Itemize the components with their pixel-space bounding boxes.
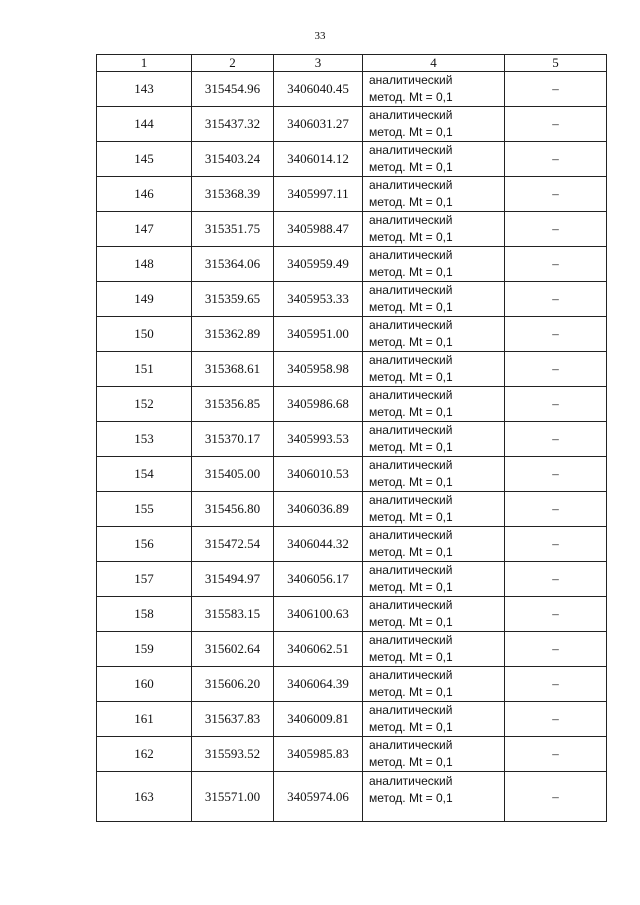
method-accuracy: метод. Mt = 0,1: [369, 230, 453, 244]
table-row: [97, 72, 607, 107]
point-number-cell: 155: [97, 492, 192, 527]
coordinate-y-cell: 3405985.83: [274, 737, 363, 772]
point-number-cell: 154: [97, 457, 192, 492]
coordinate-x-cell: 315571.00: [192, 772, 274, 822]
coordinate-x-cell: 315364.06: [192, 247, 274, 282]
coordinate-x-cell: 315368.61: [192, 352, 274, 387]
method-name: аналитический: [369, 528, 453, 542]
coordinate-x-cell: 315454.96: [192, 72, 274, 107]
point-number-cell: 160: [97, 667, 192, 702]
point-number-cell: 163: [97, 772, 192, 822]
coordinate-x-cell: 315359.65: [192, 282, 274, 317]
method-cell: [363, 247, 505, 282]
table-row: [97, 772, 607, 822]
method-name: аналитический: [369, 178, 453, 192]
table-row: [97, 177, 607, 212]
method-name: аналитический: [369, 213, 453, 227]
column-5-cell: –: [505, 772, 607, 822]
column-5-cell: –: [505, 247, 607, 282]
table-row: [97, 422, 607, 457]
coordinate-y-cell: 3406100.63: [274, 597, 363, 632]
coordinate-y-cell: 3405988.47: [274, 212, 363, 247]
method-name: аналитический: [369, 774, 453, 788]
point-number-cell: 146: [97, 177, 192, 212]
method-cell: [363, 317, 505, 352]
method-name: аналитический: [369, 738, 453, 752]
method-name: аналитический: [369, 563, 453, 577]
method-name: аналитический: [369, 283, 453, 297]
method-cell: [363, 212, 505, 247]
column-5-cell: –: [505, 282, 607, 317]
method-accuracy: метод. Mt = 0,1: [369, 475, 453, 489]
method-cell: [363, 142, 505, 177]
method-name: аналитический: [369, 388, 453, 402]
method-name: аналитический: [369, 353, 453, 367]
point-number-cell: 161: [97, 702, 192, 737]
method-accuracy: метод. Mt = 0,1: [369, 370, 453, 384]
column-5-cell: –: [505, 422, 607, 457]
table-row: [97, 562, 607, 597]
coordinate-x-cell: 315494.97: [192, 562, 274, 597]
point-number-cell: 153: [97, 422, 192, 457]
method-cell: [363, 562, 505, 597]
table-row: [97, 212, 607, 247]
coordinate-y-cell: 3405993.53: [274, 422, 363, 457]
column-5-cell: –: [505, 352, 607, 387]
coordinate-y-cell: 3406056.17: [274, 562, 363, 597]
column-header-4: 4: [363, 55, 505, 72]
point-number-cell: 151: [97, 352, 192, 387]
method-accuracy: метод. Mt = 0,1: [369, 125, 453, 139]
column-5-cell: –: [505, 72, 607, 107]
method-accuracy: метод. Mt = 0,1: [369, 335, 453, 349]
method-accuracy: метод. Mt = 0,1: [369, 615, 453, 629]
coordinate-x-cell: 315637.83: [192, 702, 274, 737]
coordinate-y-cell: 3405959.49: [274, 247, 363, 282]
method-accuracy: метод. Mt = 0,1: [369, 160, 453, 174]
column-5-cell: –: [505, 142, 607, 177]
coordinate-x-cell: 315472.54: [192, 527, 274, 562]
column-5-cell: –: [505, 597, 607, 632]
method-cell: [363, 527, 505, 562]
method-accuracy: метод. Mt = 0,1: [369, 580, 453, 594]
coordinate-x-cell: 315593.52: [192, 737, 274, 772]
method-accuracy: метод. Mt = 0,1: [369, 405, 453, 419]
coordinate-y-cell: 3406036.89: [274, 492, 363, 527]
table-row: [97, 702, 607, 737]
column-header-5: 5: [505, 55, 607, 72]
column-5-cell: –: [505, 457, 607, 492]
method-accuracy: метод. Mt = 0,1: [369, 791, 453, 805]
table-row: [97, 737, 607, 772]
method-accuracy: метод. Mt = 0,1: [369, 650, 453, 664]
coordinate-y-cell: 3406044.32: [274, 527, 363, 562]
method-accuracy: метод. Mt = 0,1: [369, 685, 453, 699]
method-cell: [363, 492, 505, 527]
coordinate-y-cell: 3405958.98: [274, 352, 363, 387]
coordinate-y-cell: 3406009.81: [274, 702, 363, 737]
method-name: аналитический: [369, 668, 453, 682]
method-cell: [363, 107, 505, 142]
table-row: [97, 527, 607, 562]
table-row: [97, 317, 607, 352]
point-number-cell: 152: [97, 387, 192, 422]
coordinate-y-cell: 3405974.06: [274, 772, 363, 822]
method-cell: [363, 72, 505, 107]
table-row: [97, 597, 607, 632]
method-cell: [363, 772, 505, 822]
column-5-cell: –: [505, 177, 607, 212]
method-accuracy: метод. Mt = 0,1: [369, 510, 453, 524]
point-number-cell: 144: [97, 107, 192, 142]
coordinate-x-cell: 315368.39: [192, 177, 274, 212]
method-accuracy: метод. Mt = 0,1: [369, 440, 453, 454]
method-cell: [363, 597, 505, 632]
column-header-3: 3: [274, 55, 363, 72]
coordinate-y-cell: 3406064.39: [274, 667, 363, 702]
point-number-cell: 149: [97, 282, 192, 317]
method-cell: [363, 422, 505, 457]
method-name: аналитический: [369, 703, 453, 717]
point-number-cell: 157: [97, 562, 192, 597]
table-body: [97, 72, 607, 822]
method-cell: [363, 737, 505, 772]
point-number-cell: 143: [97, 72, 192, 107]
column-5-cell: –: [505, 492, 607, 527]
coordinate-y-cell: 3405951.00: [274, 317, 363, 352]
column-5-cell: –: [505, 702, 607, 737]
point-number-cell: 148: [97, 247, 192, 282]
method-name: аналитический: [369, 633, 453, 647]
method-name: аналитический: [369, 423, 453, 437]
method-name: аналитический: [369, 108, 453, 122]
column-5-cell: –: [505, 317, 607, 352]
method-name: аналитический: [369, 493, 453, 507]
column-header-1: 1: [97, 55, 192, 72]
coordinate-x-cell: 315403.24: [192, 142, 274, 177]
table-header-row: [97, 55, 607, 72]
method-cell: [363, 667, 505, 702]
coordinate-y-cell: 3405997.11: [274, 177, 363, 212]
coordinate-x-cell: 315351.75: [192, 212, 274, 247]
point-number-cell: 145: [97, 142, 192, 177]
coordinate-x-cell: 315606.20: [192, 667, 274, 702]
method-accuracy: метод. Mt = 0,1: [369, 90, 453, 104]
table-row: [97, 632, 607, 667]
method-name: аналитический: [369, 73, 453, 87]
method-cell: [363, 457, 505, 492]
coordinate-y-cell: 3405953.33: [274, 282, 363, 317]
point-number-cell: 156: [97, 527, 192, 562]
coordinate-y-cell: 3406040.45: [274, 72, 363, 107]
method-cell: [363, 352, 505, 387]
column-5-cell: –: [505, 632, 607, 667]
point-number-cell: 147: [97, 212, 192, 247]
method-accuracy: метод. Mt = 0,1: [369, 195, 453, 209]
column-5-cell: –: [505, 107, 607, 142]
point-number-cell: 158: [97, 597, 192, 632]
coordinate-x-cell: 315437.32: [192, 107, 274, 142]
coordinate-y-cell: 3406014.12: [274, 142, 363, 177]
method-cell: [363, 632, 505, 667]
method-cell: [363, 282, 505, 317]
method-name: аналитический: [369, 598, 453, 612]
coordinate-x-cell: 315356.85: [192, 387, 274, 422]
column-5-cell: –: [505, 562, 607, 597]
table-row: [97, 352, 607, 387]
page-number: 33: [314, 30, 326, 42]
coordinate-y-cell: 3406031.27: [274, 107, 363, 142]
table-row: [97, 492, 607, 527]
coordinate-y-cell: 3406010.53: [274, 457, 363, 492]
coordinate-x-cell: 315602.64: [192, 632, 274, 667]
column-5-cell: –: [505, 387, 607, 422]
method-name: аналитический: [369, 248, 453, 262]
table-row: [97, 107, 607, 142]
coordinate-x-cell: 315370.17: [192, 422, 274, 457]
table-row: [97, 457, 607, 492]
point-number-cell: 150: [97, 317, 192, 352]
coordinate-x-cell: 315362.89: [192, 317, 274, 352]
column-5-cell: –: [505, 527, 607, 562]
method-accuracy: метод. Mt = 0,1: [369, 545, 453, 559]
method-name: аналитический: [369, 458, 453, 472]
column-5-cell: –: [505, 212, 607, 247]
column-5-cell: –: [505, 737, 607, 772]
method-accuracy: метод. Mt = 0,1: [369, 755, 453, 769]
column-5-cell: –: [505, 667, 607, 702]
table-row: [97, 282, 607, 317]
method-name: аналитический: [369, 318, 453, 332]
column-header-2: 2: [192, 55, 274, 72]
method-accuracy: метод. Mt = 0,1: [369, 265, 453, 279]
point-number-cell: 162: [97, 737, 192, 772]
method-accuracy: метод. Mt = 0,1: [369, 720, 453, 734]
coordinate-y-cell: 3405986.68: [274, 387, 363, 422]
coordinate-x-cell: 315583.15: [192, 597, 274, 632]
table-row: [97, 142, 607, 177]
table-row: [97, 387, 607, 422]
method-name: аналитический: [369, 143, 453, 157]
method-cell: [363, 177, 505, 212]
coordinate-y-cell: 3406062.51: [274, 632, 363, 667]
coordinate-x-cell: 315456.80: [192, 492, 274, 527]
coordinate-x-cell: 315405.00: [192, 457, 274, 492]
table-row: [97, 667, 607, 702]
method-accuracy: метод. Mt = 0,1: [369, 300, 453, 314]
method-cell: [363, 702, 505, 737]
table-row: [97, 247, 607, 282]
coordinates-table: [96, 54, 607, 822]
method-cell: [363, 387, 505, 422]
point-number-cell: 159: [97, 632, 192, 667]
